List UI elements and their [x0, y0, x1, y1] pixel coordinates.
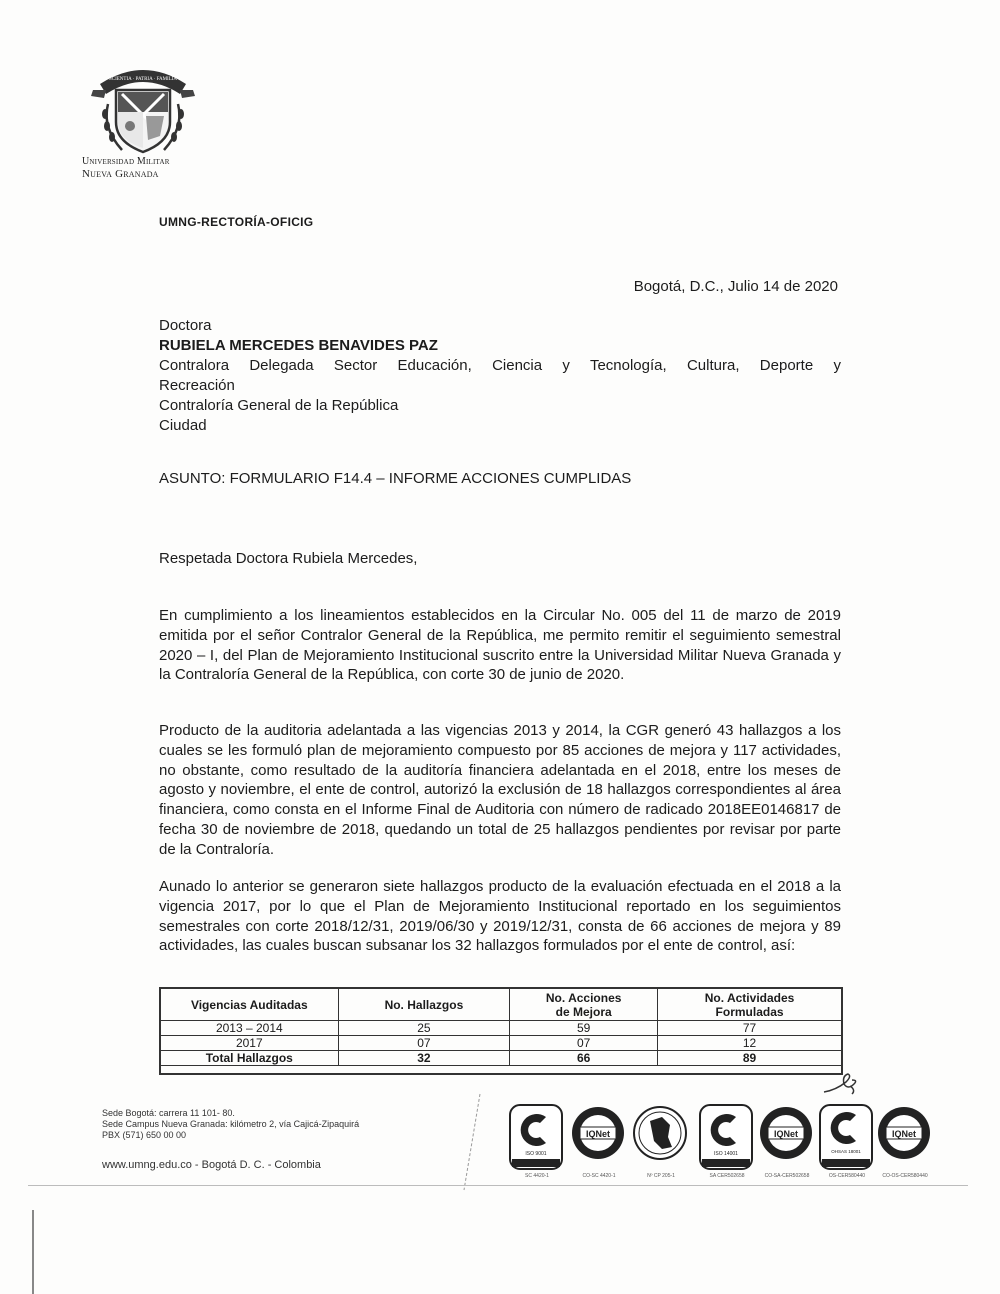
- cert-iqnet-2: [758, 1103, 814, 1183]
- cert-iqnet-1: [570, 1103, 626, 1183]
- table-header-cell: Vigencias Auditadas: [161, 989, 339, 1021]
- table-header-cell: No. Hallazgos: [338, 989, 510, 1021]
- colombia-map-seal-icon: [632, 1103, 688, 1173]
- cert-code: CO-SA-CER502658: [764, 1173, 810, 1179]
- footer-website: www.umng.edu.co - Bogotá D. C. - Colombia: [102, 1159, 321, 1171]
- table-cell: 66: [510, 1051, 658, 1066]
- cert-label: IQNet: [585, 1129, 611, 1139]
- cert-code: OS-CER580440: [828, 1173, 866, 1179]
- cert-code: SC 4420-1: [525, 1173, 549, 1179]
- certification-logos: [508, 1103, 938, 1183]
- handwritten-initials-icon: [822, 1070, 862, 1096]
- university-crest-icon: [88, 60, 198, 160]
- cert-code: CO-OS-CER580440: [882, 1173, 928, 1179]
- table-cell: 07: [510, 1036, 658, 1051]
- footer-divider: [462, 1092, 482, 1192]
- footer-address-campus: Sede Campus Nueva Granada: kilómetro 2, vía Cajicá-Zipaquirá: [102, 1119, 360, 1129]
- table-cell: 2013 – 2014: [161, 1021, 339, 1036]
- table-row: [161, 1036, 842, 1051]
- table-cell: 32: [338, 1051, 510, 1066]
- footer-address: [102, 1108, 359, 1141]
- cert-colombia-seal: [632, 1103, 688, 1183]
- table-cell: 2017: [161, 1036, 339, 1051]
- cert-ohsas-18001: [818, 1103, 874, 1183]
- body-paragraph-3: Aunado lo anterior se generaron siete hallazgos producto de la evaluación efectuada en el 2018 a la vigencia 2017, por lo que el Plan de Mejoramiento Institucional reportado en los seguimientos semestrales con corte 2018/12/31, 2019/06/30 y 2019/12/31, consta de 66 acciones de mejora y 89 actividades, las cuales buscan subsanar los 32 hallazgos formulados por el ente de control, así:: [159, 878, 841, 955]
- cert-iqnet-3: [876, 1103, 932, 1183]
- greeting: Respetada Doctora Rubiela Mercedes,: [159, 550, 418, 567]
- date-line: Bogotá, D.C., Julio 14 de 2020: [633, 278, 838, 295]
- crest-motto: SCIENTIA · PATRIA · FAMILIA: [108, 77, 178, 82]
- university-name: [82, 156, 212, 180]
- cert-code: Nº CP 205-1: [647, 1173, 675, 1179]
- table-header-cell: No. Actividades Formuladas: [658, 989, 842, 1021]
- iqnet-seal-icon: [570, 1103, 626, 1173]
- icontec-iso-9001-icon: [508, 1103, 564, 1173]
- table-cell: 25: [338, 1021, 510, 1036]
- body-paragraph-2: Producto de la auditoria adelantada a las vigencias 2013 y 2014, la CGR generó 43 hallazgos a los cuales se les formuló plan de mejoramiento compuesto por 85 acciones de mejora y 117 actividades, no obstante, como resultado de la auditoría financiera adelantada en el 2018, entre los meses de agosto y noviembre, el ente de control, autorizó la exclusión de 18 hallazgos correspondientes al área financiera, como consta en el Informe Final de Auditoria con número de radicado 2018EE0146817 de fecha 30 de noviembre de 2018, quedando un total de 25 hallazgos pendientes por revisar por parte de la Contraloría.: [159, 722, 841, 858]
- university-name-line2: Nueva Granada: [82, 168, 159, 180]
- body-paragraph-1: En cumplimiento a los lineamientos establecidos en la Circular No. 005 del 11 de marzo de 2019 emitida por el señor Contralor General de la República, me permito remitir el seguimiento semestral 2020 – I, del Plan de Mejoramiento Institucional suscrito entre la Universidad Militar Nueva Granada y la Contraloría General de la República, con corte 30 de junio de 2020.: [159, 607, 841, 684]
- cert-code: SA CER502658: [709, 1173, 745, 1179]
- iqnet-seal-icon: [758, 1103, 814, 1173]
- university-name-line1: Universidad Militar: [82, 156, 170, 167]
- footer-phone: PBX (571) 650 00 00: [102, 1130, 187, 1140]
- cert-code: CO-SC 4420-1: [582, 1173, 616, 1179]
- subject-line: ASUNTO: FORMULARIO F14.4 – INFORME ACCIONES CUMPLIDAS: [159, 470, 632, 487]
- icontec-iso-14001-icon: [698, 1103, 754, 1173]
- table-cell: 12: [658, 1036, 842, 1051]
- recipient-title: Doctora: [159, 317, 212, 334]
- cert-iso-14001: [698, 1103, 754, 1183]
- findings-table: [160, 988, 842, 1066]
- cert-iso-9001: [508, 1103, 564, 1183]
- cert-label: ISO 9001: [525, 1151, 547, 1157]
- cert-label: OHSAS 18001: [831, 1149, 861, 1154]
- icontec-ohsas-icon: [818, 1103, 874, 1173]
- recipient-block: [159, 316, 841, 436]
- table-cell: Total Hallazgos: [161, 1051, 339, 1066]
- table-cell: 59: [510, 1021, 658, 1036]
- scan-margin-line: [32, 1210, 34, 1294]
- footer-rule: [28, 1185, 968, 1186]
- table-header-cell: No. Acciones de Mejora: [510, 989, 658, 1021]
- recipient-position-cont: Recreación: [159, 377, 235, 394]
- office-code: UMNG-RECTORÍA-OFICIG: [159, 215, 314, 229]
- footer-address-bogota: Sede Bogotá: carrera 11 101- 80.: [102, 1108, 235, 1118]
- recipient-name: RUBIELA MERCEDES BENAVIDES PAZ: [159, 337, 438, 354]
- table-total-row: [161, 1051, 842, 1066]
- recipient-city: Ciudad: [159, 417, 207, 434]
- iqnet-seal-icon: [876, 1103, 932, 1173]
- recipient-position: Contralora Delegada Sector Educación, Ciencia y Tecnología, Cultura, Deporte y: [159, 357, 841, 374]
- cert-label: IQNet: [773, 1129, 799, 1139]
- recipient-entity: Contraloría General de la República: [159, 397, 399, 414]
- table-cell: 77: [658, 1021, 842, 1036]
- table-row: [161, 1021, 842, 1036]
- table-cell: 89: [658, 1051, 842, 1066]
- cert-label: IQNet: [891, 1129, 917, 1139]
- cert-label: ISO 14001: [714, 1151, 738, 1157]
- table-header-row: [161, 989, 842, 1021]
- table-cell: 07: [338, 1036, 510, 1051]
